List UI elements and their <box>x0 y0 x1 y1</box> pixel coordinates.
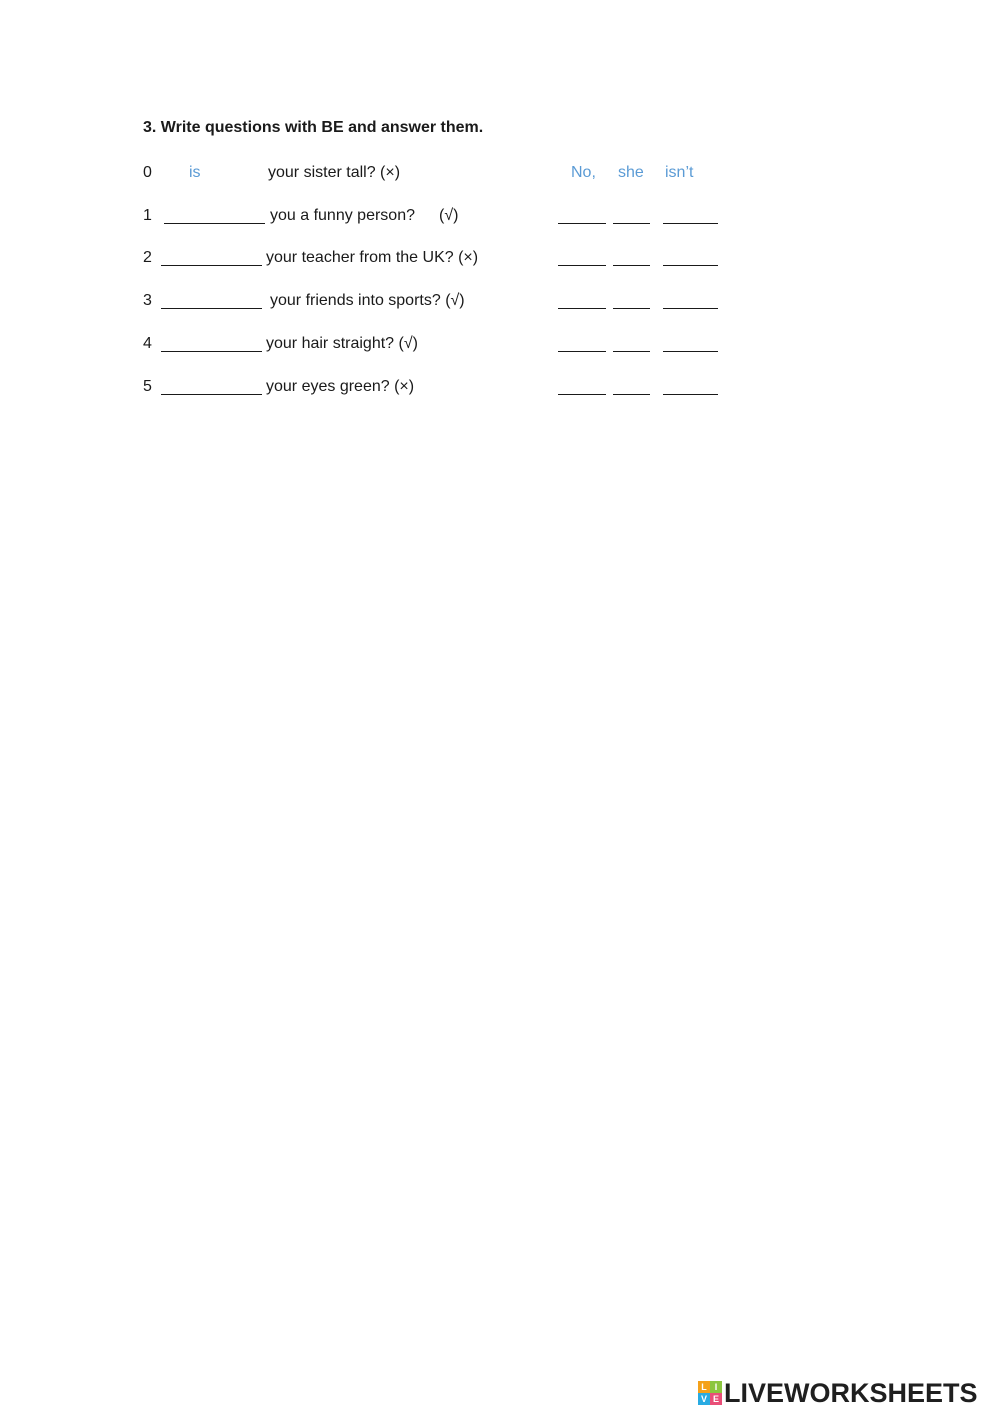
logo-tile-i: I <box>710 1381 722 1393</box>
question-text: your friends into sports? (√) <box>270 292 465 309</box>
logo-tile-l: L <box>698 1381 710 1393</box>
answer-blank-2[interactable] <box>613 394 650 395</box>
question-text: your sister tall? (×) <box>268 164 401 181</box>
answer-blank-3[interactable] <box>663 308 718 309</box>
answer-blank-3[interactable] <box>663 394 718 395</box>
item-number: 1 <box>143 207 152 224</box>
liveworksheets-logo <box>698 1378 978 1408</box>
verb-blank[interactable] <box>161 351 262 352</box>
question-row <box>0 375 1000 399</box>
answer-blank-3[interactable] <box>663 351 718 352</box>
example-answer-word-2: she <box>618 164 644 181</box>
question-text: your teacher from the UK? (×) <box>266 249 479 266</box>
question-text: your eyes green? (×) <box>266 378 415 395</box>
logo-tile-e: E <box>710 1393 722 1405</box>
verb-blank[interactable] <box>161 308 262 309</box>
question-row <box>0 246 1000 270</box>
question-row <box>0 204 1000 228</box>
verb-blank[interactable] <box>164 223 265 224</box>
answer-blank-1[interactable] <box>558 265 606 266</box>
answer-blank-2[interactable] <box>613 265 650 266</box>
logo-tile-v: V <box>698 1393 710 1405</box>
answer-mark: (√) <box>439 207 459 224</box>
item-number: 3 <box>143 292 152 309</box>
item-number: 4 <box>143 335 152 352</box>
question-row <box>0 332 1000 356</box>
question-row <box>0 289 1000 313</box>
example-answer-word-1: No, <box>571 164 596 181</box>
question-text: your hair straight? (√) <box>266 335 418 352</box>
answer-blank-1[interactable] <box>558 308 606 309</box>
exercise-title: 3. Write questions with BE and answer them. <box>143 119 484 136</box>
answer-blank-2[interactable] <box>613 351 650 352</box>
answer-blank-3[interactable] <box>663 223 718 224</box>
verb-blank[interactable] <box>161 265 262 266</box>
answer-blank-1[interactable] <box>558 394 606 395</box>
example-verb: is <box>189 164 201 181</box>
answer-blank-1[interactable] <box>558 223 606 224</box>
question-text: you a funny person? <box>270 207 415 224</box>
example-answer-word-3: isn’t <box>665 164 694 181</box>
answer-blank-2[interactable] <box>613 308 650 309</box>
verb-blank[interactable] <box>161 394 262 395</box>
answer-blank-2[interactable] <box>613 223 650 224</box>
example-row <box>0 161 1000 185</box>
item-number: 5 <box>143 378 152 395</box>
answer-blank-3[interactable] <box>663 265 718 266</box>
liveworksheets-logo-icon <box>698 1381 722 1405</box>
answer-blank-1[interactable] <box>558 351 606 352</box>
item-number: 0 <box>143 164 152 181</box>
logo-wordmark: LIVEWORKSHEETS <box>724 1377 978 1408</box>
item-number: 2 <box>143 249 152 266</box>
